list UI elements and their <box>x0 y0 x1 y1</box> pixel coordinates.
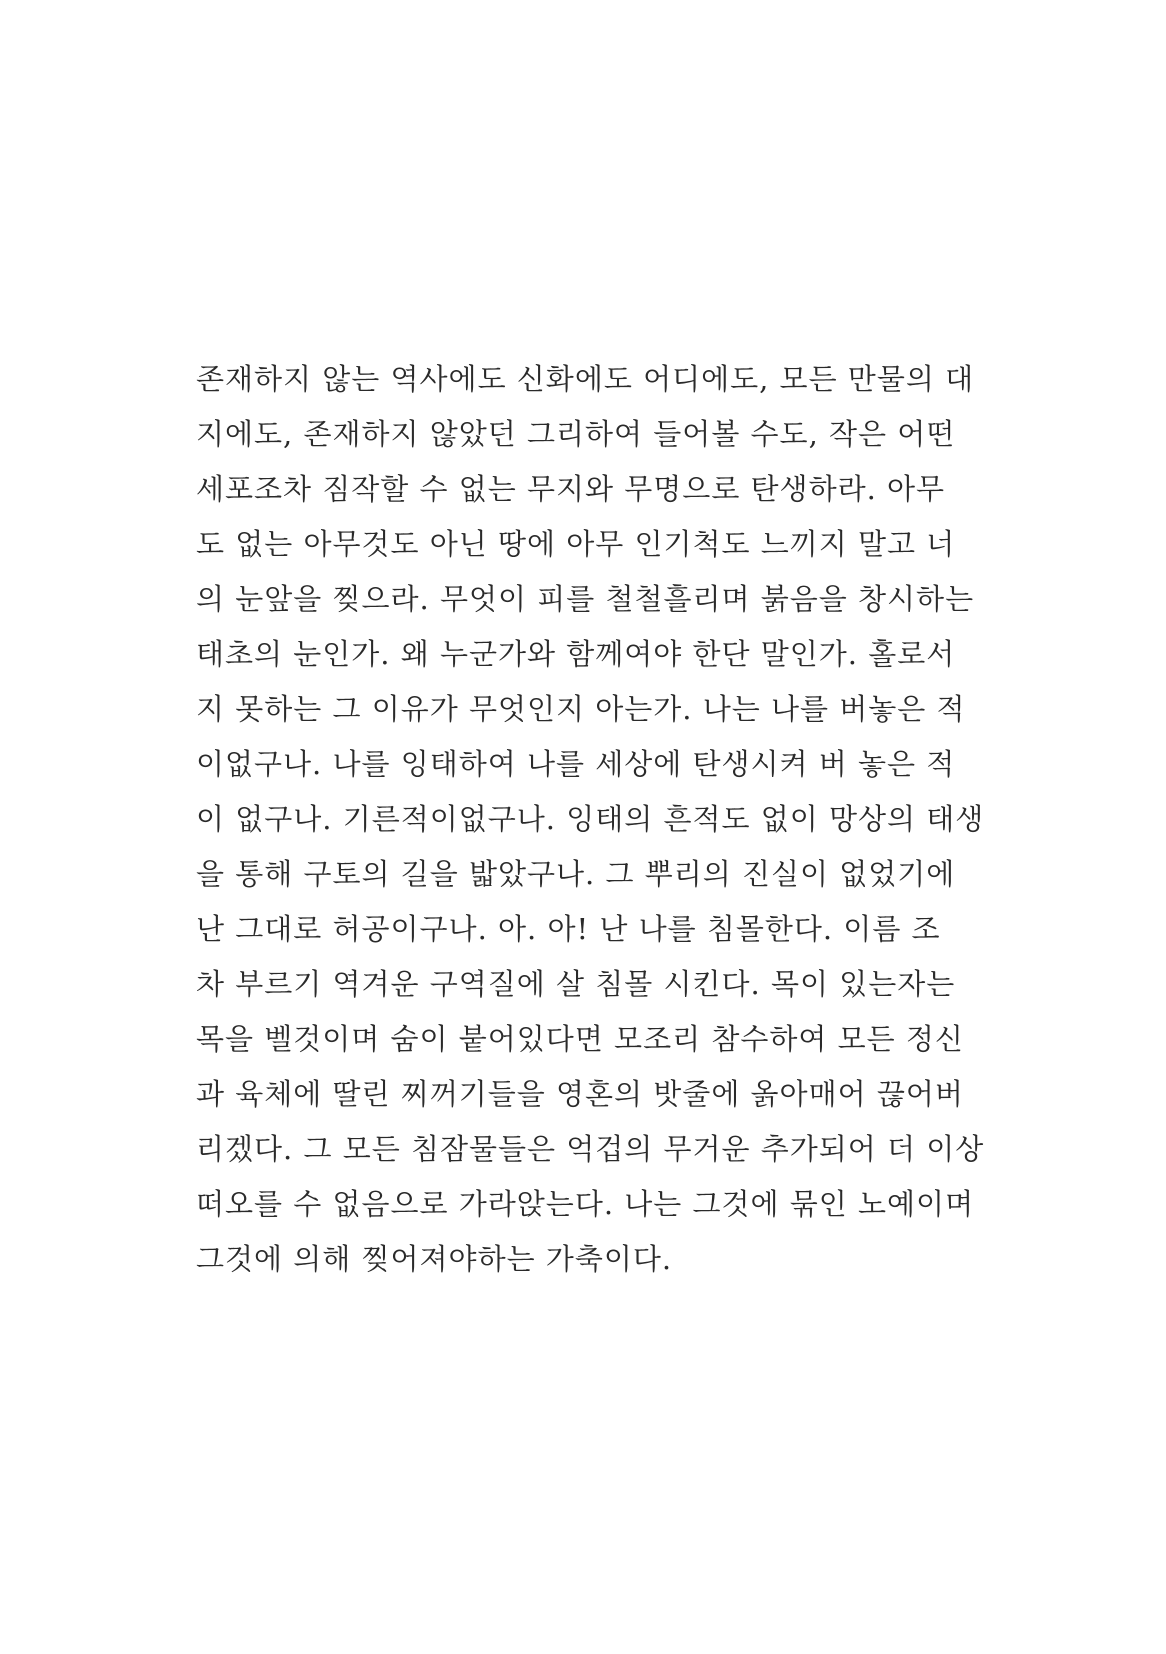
text-line: 존재하지 않는 역사에도 신화에도 어디에도, 모든 만물의 대 <box>196 362 975 396</box>
body-paragraph <box>196 352 1006 1287</box>
text-line: 떠오를 수 없음으로 가라앉는다. 나는 그것에 묶인 노예이며 <box>196 1187 975 1221</box>
text-line: 태초의 눈인가. 왜 누군가와 함께여야 한단 말인가. 홀로서 <box>196 637 956 671</box>
text-line: 차 부르기 역겨운 구역질에 살 침몰 시킨다. 목이 있는자는 <box>196 967 956 1001</box>
text-line: 이 없구나. 기른적이없구나. 잉태의 흔적도 없이 망상의 태생 <box>196 802 985 836</box>
text-line: 그것에 의해 찢어져야하는 가축이다. <box>196 1242 673 1276</box>
text-line: 을 통해 구토의 길을 밟았구나. 그 뿌리의 진실이 없었기에 <box>196 857 956 891</box>
text-line: 의 눈앞을 찢으라. 무엇이 피를 철철흘리며 붉음을 창시하는 <box>196 582 975 616</box>
text-line: 세포조차 짐작할 수 없는 무지와 무명으로 탄생하라. 아무 <box>196 472 946 506</box>
text-line: 난 그대로 허공이구나. 아. 아! 난 나를 침몰한다. 이름 조 <box>196 912 941 946</box>
text-line: 과 육체에 딸린 찌꺼기들을 영혼의 밧줄에 옭아매어 끊어버 <box>196 1077 964 1111</box>
text-line: 이없구나. 나를 잉태하여 나를 세상에 탄생시켜 버 놓은 적 <box>196 747 956 781</box>
text-line: 지 못하는 그 이유가 무엇인지 아는가. 나는 나를 버놓은 적 <box>196 692 966 726</box>
text-line: 리겠다. 그 모든 침잠물들은 억겁의 무거운 추가되어 더 이상 <box>196 1132 985 1166</box>
text-line: 목을 벨것이며 숨이 붙어있다면 모조리 참수하여 모든 정신 <box>196 1022 964 1056</box>
text-line: 도 없는 아무것도 아닌 땅에 아무 인기척도 느끼지 말고 너 <box>196 527 956 561</box>
text-line: 지에도, 존재하지 않았던 그리하여 들어볼 수도, 작은 어떤 <box>196 417 956 451</box>
